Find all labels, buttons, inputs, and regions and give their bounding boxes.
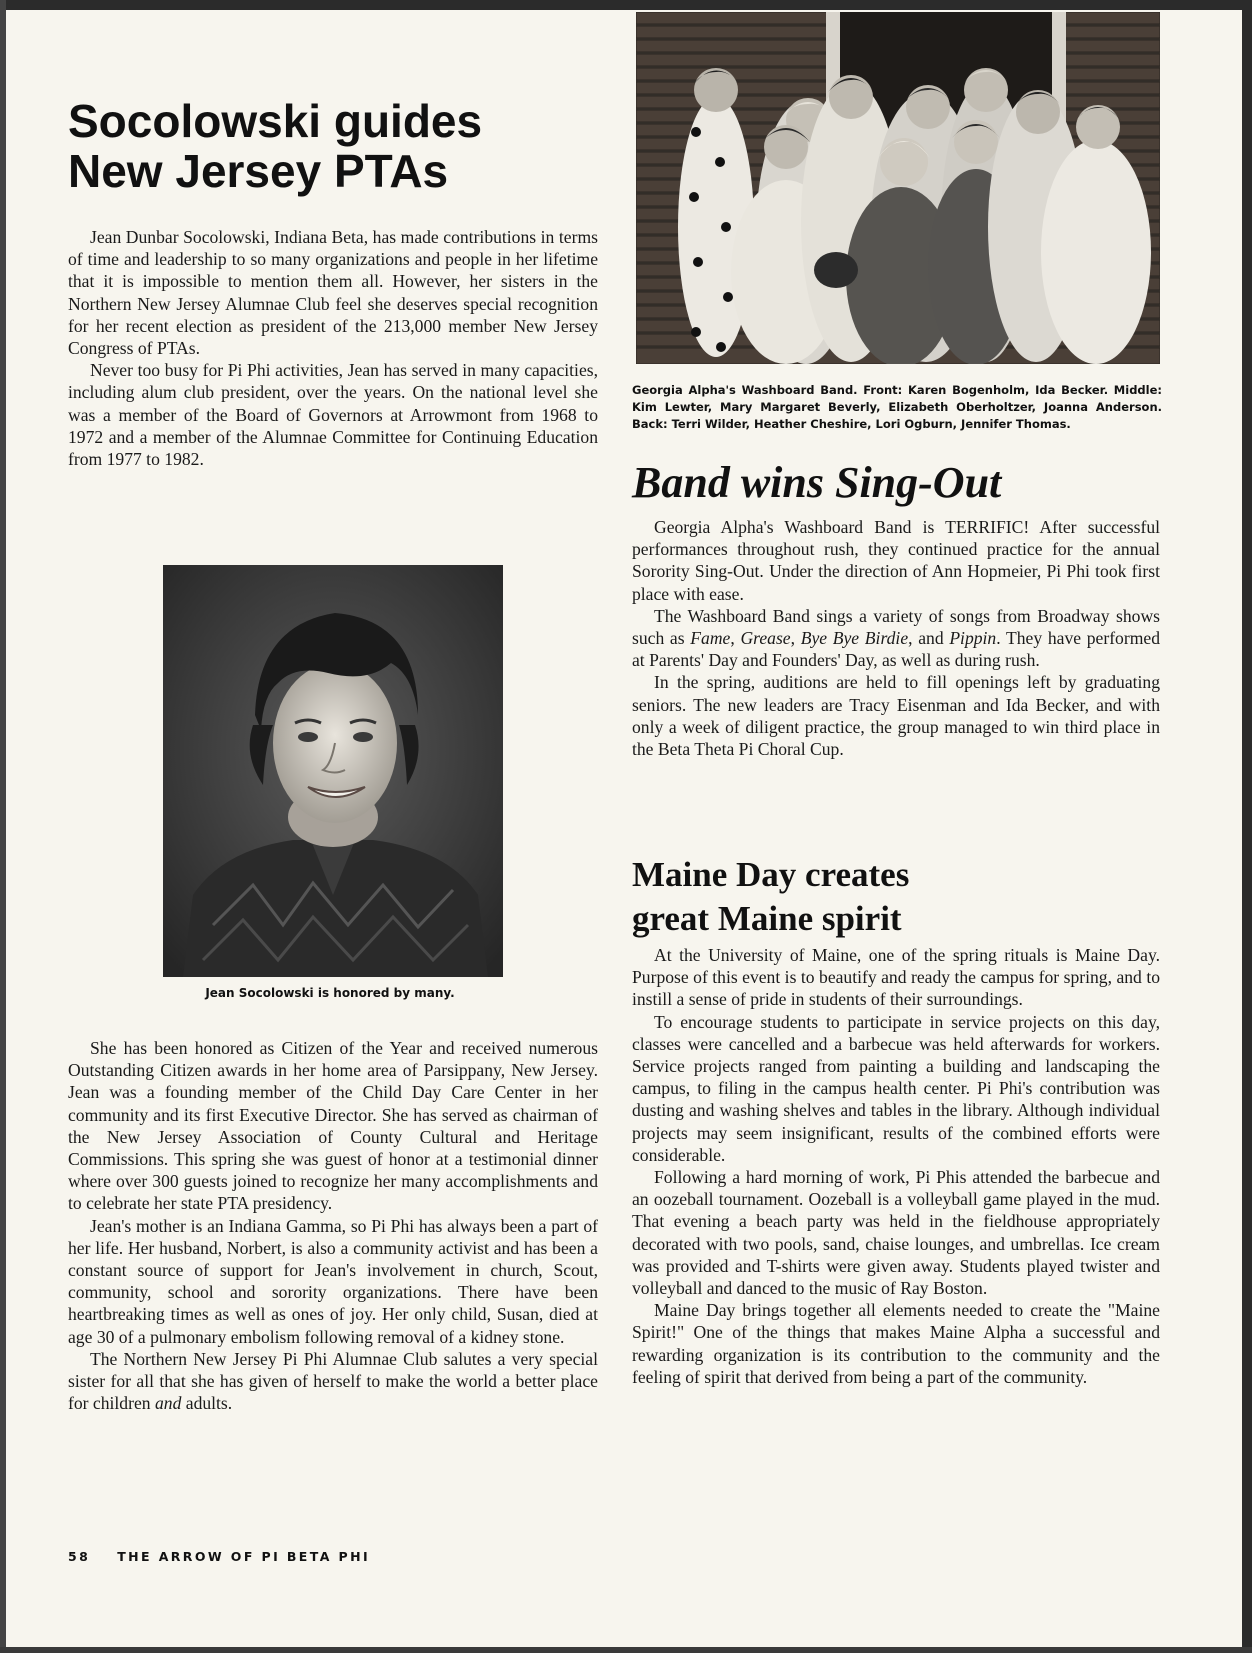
paragraph: She has been honored as Citizen of the Year and received numerous Outstanding Citizen awards in her home area of Parsippany, New Jersey. Jean was a founding member of the Child Day Care Center in her community and its first Executive Director. She has served as chairman of the New Jersey Association of County Cultural and Heritage Commissions. This spring she was guest of honor at a testimonial dinner where over 300 guests joined to recognize her many accomplishments and to celebrate her state PTA presidency. [68, 1038, 598, 1214]
show-title: Pippin [949, 628, 997, 649]
maine-headline [632, 853, 1162, 941]
maine-headline-line-1: Maine Day creates [632, 855, 910, 894]
socolowski-article-continued [68, 1037, 598, 1414]
paragraph: Never too busy for Pi Phi activities, Jean has served in many capacities, including alum club president, over the years. On the national level she was a member of the Board of Governors at Arrowmont from 1968 to 1972 and a member of the Alumnae Committee for Continuing Education from 1977 to 1982. [68, 360, 598, 470]
show-title: Fame [690, 628, 731, 649]
portrait-photo [163, 565, 503, 977]
page-number: 58 [68, 1549, 91, 1564]
band-headline: Band wins Sing-Out [632, 458, 1002, 507]
paragraph: To encourage students to participate in service projects on this day, classes were cancelled and a barbecue was held afterwards for workers. Service projects ranged from painting a building and landscaping the campus, to filing in the campus health center. Pi Phi's contribution was dusting and washing shelves and tables in the library. Although individual projects may seem insignificant, results of the combined efforts were considerable. [632, 1011, 1160, 1165]
paragraph: Jean Dunbar Socolowski, Indiana Beta, has made contributions in terms of time and leadership to so many organizations and people in her lifetime that it is impossible to mention them all. However, her sisters in the Northern New Jersey Alumnae Club feel she deserves special recognition for her recent election as president of the 213,000 member New Jersey Congress of PTAs. [68, 227, 598, 359]
maine-article-body [632, 944, 1160, 1388]
socolowski-headline [68, 96, 598, 196]
shows-text-end: . They have performed at Parents' Day and Founders' Day, as well as during rush. [632, 628, 1161, 671]
group-photo-image [636, 12, 1160, 364]
scan-edge-left [0, 0, 6, 1653]
closing-text-start: The Northern New Jersey Pi Phi Alumnae Club salutes a very special sister for all that she has given of herself to make the world a better place for children [68, 1348, 598, 1414]
scan-edge-bottom [0, 1647, 1252, 1653]
portrait-image [163, 565, 503, 977]
headline-line-1: Socolowski guides [68, 95, 483, 147]
closing-paragraph [68, 1348, 598, 1415]
shows-text-start: The Washboard Band sings a variety of songs from Broadway shows such as [632, 605, 1160, 649]
band-article-body [632, 516, 1160, 760]
scan-edge-top [0, 0, 1252, 10]
socolowski-article [68, 96, 598, 470]
paragraph-shows: The Washboard Band sings a variety of songs from Broadway shows such as Fame, Grease, Bye Bye Birdie, and Pippin. They have performed at Parents' Day and Founders' Day, as well as during rush. [632, 605, 1161, 671]
paragraph: Following a hard morning of work, Pi Phis attended the barbecue and an oozeball tournament. Oozeball is a volleyball game played in the mud. That evening a beach party was held in the fieldhouse appropriately decorated with two pools, sand, chaise lounges, and umbrellas. Ice cream was provided and T-shirts were given away. Students played twister and volleyball and danced to the music of Ray Boston. [632, 1167, 1160, 1299]
paragraph: At the University of Maine, one of the spring rituals is Maine Day. Purpose of this event is to beautify and ready the campus for spring, and to instill a sense of pride in students of their surroundings. [632, 945, 1160, 1010]
paragraph: Maine Day brings together all elements needed to create the "Maine Spirit!" One of the things that makes Maine Alpha a successful and rewarding organization is its contribution to the community and the feeling of spirit that derived from being a part of the community. [632, 1300, 1160, 1387]
shows-text-and: , and [908, 628, 950, 649]
headline-line-2: New Jersey PTAs [68, 145, 449, 197]
show-title: Bye Bye Birdie [800, 628, 909, 649]
maine-headline-line-2: great Maine spirit [632, 899, 902, 938]
show-title: Grease [740, 628, 791, 649]
portrait-caption: Jean Socolowski is honored by many. [205, 986, 455, 1000]
scan-edge-right [1242, 0, 1252, 1653]
publication-name: THE ARROW OF PI BETA PHI [117, 1549, 370, 1564]
paragraph: Georgia Alpha's Washboard Band is TERRIFIC! After successful performances throughout rush, they continued practice for the annual Sorority Sing-Out. Under the direction of Ann Hopmeier, Pi Phi took first place with ease. [632, 517, 1160, 604]
group-photo-caption: Georgia Alpha's Washboard Band. Front: Karen Bogenholm, Ida Becker. Middle: Kim Lewter, Mary Margaret Beverly, Elizabeth Oberholtzer, Joanna Anderson. Back: Terri Wilder, Heather Cheshire, Lori Ogburn, Jennifer Thomas. [632, 383, 1162, 431]
page-footer [68, 1549, 370, 1564]
washboard-band-photo [636, 12, 1160, 364]
paragraph: In the spring, auditions are held to fill openings left by graduating seniors. The new leaders are Tracy Eisenman and Ida Becker, and with only a week of diligent practice, the group managed to win third place in the Beta Theta Pi Choral Cup. [632, 672, 1160, 760]
closing-text-end: adults. [181, 1393, 233, 1414]
closing-italic-word: and [154, 1393, 182, 1414]
paragraph: Jean's mother is an Indiana Gamma, so Pi Phi has always been a part of her life. Her husband, Norbert, is also a community activist and has been a constant source of support for Jean's involvement in church, Scout, community, school and sorority organizations. There have been heartbreaking times as well as ones of joy. Her only child, Susan, died at age 30 of a pulmonary embolism following removal of a kidney stone. [68, 1215, 598, 1347]
